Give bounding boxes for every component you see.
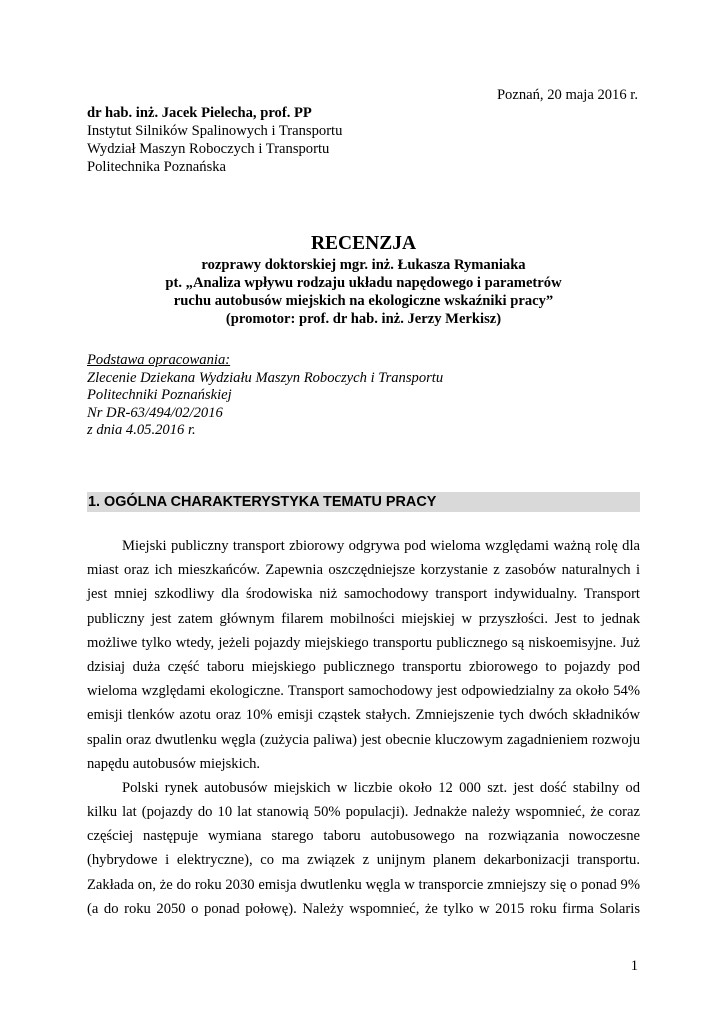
basis-line: Politechniki Poznańskiej	[87, 387, 232, 404]
paragraph-line: kilku lat (pojazdy do 10 lat stanowią 50% populacji). Jednakże należy wspomnieć, że coraz	[87, 804, 640, 821]
paragraph-line: (a do roku 2050 o ponad połowę). Należy wspomnieć, że tylko w 2015 roku firma Solaris	[87, 900, 640, 917]
paragraph-line: jest mniej szkodliwy dla środowiska niż samochodowy transport indywidualny. Transport	[87, 586, 640, 603]
paragraph-line: Zakłada on, że do roku 2030 emisja dwutlenku węgla w transporcie zmniejszy się o ponad 9%	[87, 876, 640, 893]
title-line: rozprawy doktorskiej mgr. inż. Łukasza Rymaniaka	[201, 257, 526, 273]
body-text	[87, 534, 640, 921]
paragraph-line: spalin oraz dwutlenku węgla (zużycia paliwa) jest obecnie kluczowym zagadnieniem rozwoju	[87, 731, 640, 748]
title-line: ruchu autobusów miejskich na ekologiczne wskaźniki pracy”	[173, 293, 554, 309]
affiliation-faculty: Wydział Maszyn Roboczych i Transportu	[87, 141, 330, 157]
paragraph-line: Polski rynek autobusów miejskich w liczbie około 12 000 szt. jest dość stabilny od	[122, 779, 640, 796]
paragraph-line: częściej następuje wymiana starego taboru autobusowego na rozwiązania nowoczesne	[87, 828, 640, 845]
affiliation-institute: Instytut Silników Spalinowych i Transportu	[87, 123, 343, 139]
title-block	[87, 232, 640, 328]
paragraph-line: publiczny jest zatem głównym filarem mobilności miejskiej w przyszłości. Jest to jednak	[87, 610, 640, 627]
place-date: Poznań, 20 maja 2016 r.	[496, 87, 638, 103]
paragraph-line: napędu autobusów miejskich.	[87, 755, 261, 772]
section-heading: 1. OGÓLNA CHARAKTERYSTYKA TEMATU PRACY	[87, 492, 640, 512]
reviewer-name: dr hab. inż. Jacek Pielecha, prof. PP	[87, 105, 312, 121]
paragraph-line: możliwe tylko wtedy, jeżeli pojazdy miejskiego transportu publicznego są niskoemisyjne. Już	[87, 634, 640, 651]
basis-block	[87, 352, 443, 440]
paragraph-line: (hybrydowe i elektryczne), co ma związek z unijnym planem dekarbonizacji transportu.	[87, 852, 640, 869]
reviewer-block	[87, 104, 342, 176]
basis-line: Nr DR-63/494/02/2016	[87, 404, 223, 421]
affiliation-university: Politechnika Poznańska	[87, 159, 227, 175]
document-title: RECENZJA	[310, 233, 417, 254]
page-number: 1	[630, 958, 638, 974]
title-line: (promotor: prof. dr hab. inż. Jerzy Merkisz)	[225, 311, 502, 327]
paragraph-line: Miejski publiczny transport zbiorowy odgrywa pod wieloma względami ważną rolę dla	[122, 538, 640, 554]
basis-line: z dnia 4.05.2016 r.	[87, 422, 196, 439]
paragraph-line: miast oraz ich mieszkańców. Zapewnia oszczędniejsze korzystanie z zasobów naturalnych i	[87, 562, 640, 579]
paragraph-line: dzisiaj duża część taboru miejskiego publicznego transportu zbiorowego to pojazdy pod	[87, 658, 640, 675]
title-line: pt. „Analiza wpływu rodzaju układu napędowego i parametrów	[165, 275, 562, 291]
basis-heading: Podstawa opracowania:	[87, 352, 231, 368]
paragraph-line: wieloma względami ekologiczne. Transport samochodowy jest odpowiedzialny za około 54%	[87, 683, 640, 700]
paragraph-line: emisji tlenków azotu oraz 10% emisji cząstek stałych. Zmniejszenie tych dwóch składników	[87, 707, 640, 724]
basis-line: Zlecenie Dziekana Wydziału Maszyn Roboczych i Transportu	[87, 369, 444, 386]
